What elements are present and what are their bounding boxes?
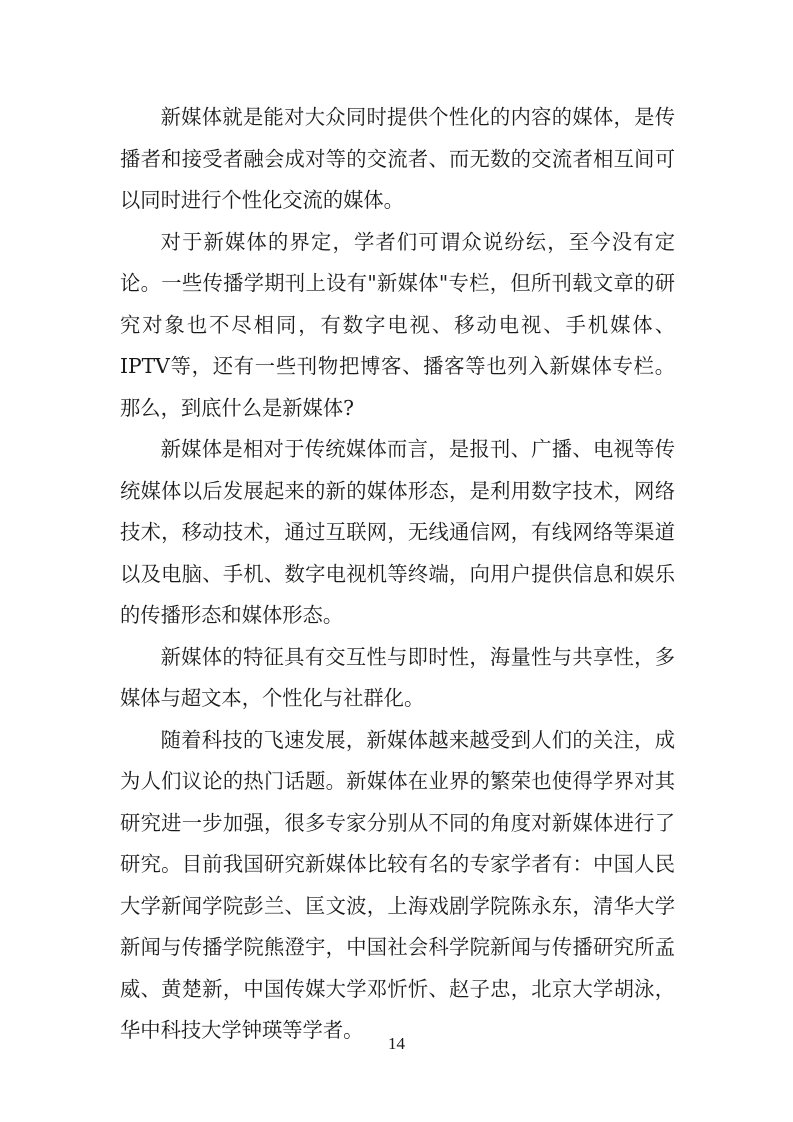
paragraph-3: 新媒体是相对于传统媒体而言，是报刊、广播、电视等传统媒体以后发展起来的新的媒体形态，是利用数字技术，网络技术，移动技术，通过互联网，无线通信网，有线网络等渠道以及电脑、手机、数字电视机等终端，向用户提供信息和娱乐的传播形态和媒体形态。 (120, 437, 675, 627)
paragraph-2: 对于新媒体的界定，学者们可谓众说纷纭，至今没有定论。一些传播学期刊上设有"新媒体"专栏，但所刊载文章的研究对象也不尽相同，有数字电视、移动电视、手机媒体、IPTV等，还有一些刊物把博客、播客等也列入新媒体专栏。那么，到底什么是新媒体? (120, 229, 675, 420)
paragraph-1: 新媒体就是能对大众同时提供个性化的内容的媒体，是传播者和接受者融会成对等的交流者、而无数的交流者相互间可以同时进行个性化交流的媒体。 (120, 105, 675, 212)
paragraph-4: 新媒体的特征具有交互性与即时性，海量性与共享性，多媒体与超文本，个性化与社群化。 (120, 644, 675, 710)
page-number: 14 (388, 1034, 405, 1053)
paragraph-5: 随着科技的飞速发展，新媒体越来越受到人们的关注，成为人们议论的热门话题。新媒体在业界的繁荣也使得学界对其研究进一步加强，很多专家分别从不同的角度对新媒体进行了研究。目前我国研究新媒体比较有名的专家学者有：中国人民大学新闻学院彭兰、匡文波，上海戏剧学院陈永东，清华大学新闻与传播学院熊澄宇，中国社会科学院新闻与传播研究所孟威、黄楚新，中国传媒大学邓忻忻、赵子忠，北京大学胡泳，华中科技大学钟瑛等学者。 (120, 727, 675, 1042)
body-text (120, 97, 675, 1052)
